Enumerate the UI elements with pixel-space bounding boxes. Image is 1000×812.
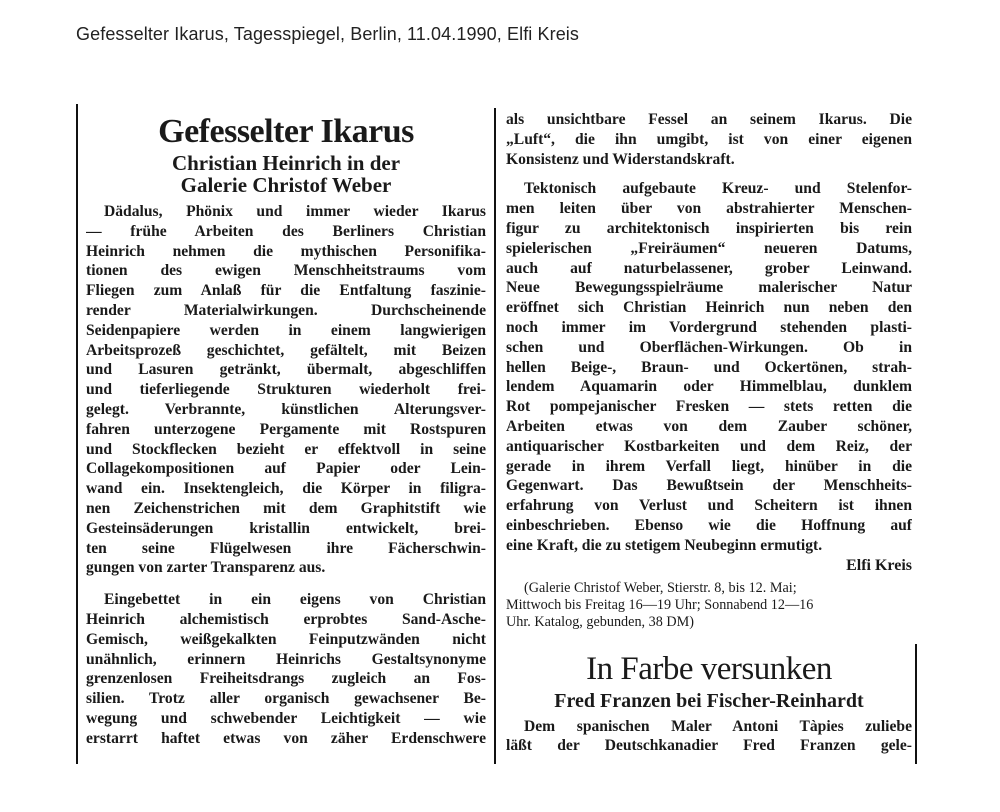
text-line: noch immer im Vordergrund stehenden plasti- bbox=[506, 318, 912, 336]
text-line: spielerischen „Freiräumen“ neueren Datums, bbox=[506, 239, 912, 257]
text-line: Konsistenz und Widerstandskraft. bbox=[506, 150, 735, 168]
second-article-title: In Farbe versunken bbox=[586, 650, 832, 687]
text-line: (Galerie Christof Weber, Stierstr. 8, bis 12. Mai; bbox=[524, 579, 797, 596]
text-line: unähnlich, erinnern Heinrichs Gestaltsynonyme bbox=[86, 650, 486, 668]
article-paragraph-3 bbox=[506, 110, 912, 169]
text-line: Gesteinsäderungen kristallin entwickelt, brei- bbox=[86, 519, 486, 537]
text-line: Eingebettet in ein eigens von Christian bbox=[104, 591, 486, 609]
exhibition-info-note bbox=[506, 580, 912, 631]
text-line: Collagekompositionen auf Papier oder Lein- bbox=[86, 460, 486, 478]
text-line: Arbeiten etwas von dem Zauber schöner, bbox=[506, 417, 912, 435]
text-line: erfahrung von Verlust und Scheitern ist ihnen bbox=[506, 497, 912, 515]
left-column-rule bbox=[76, 104, 78, 764]
text-line: und Stockflecken bezieht er effektvoll in seine bbox=[86, 440, 486, 458]
text-line: erstarrt haftet etwas von zäher Erdenschwere bbox=[86, 729, 486, 747]
text-line: Fliegen zum Anlaß für die Entfaltung faszinie- bbox=[86, 282, 486, 300]
text-line: lendem Aquamarin oder Himmelblau, dunklem bbox=[506, 378, 912, 396]
text-line: render Materialwirkungen. Durchscheinende bbox=[86, 301, 486, 319]
column-left bbox=[86, 112, 486, 749]
text-line: Neue Bewegungsspielräume malerischer Natur bbox=[506, 279, 912, 297]
text-line: hellen Beige-, Braun- und Ockertönen, strah- bbox=[506, 358, 912, 376]
article-author: Elfi Kreis bbox=[846, 556, 912, 574]
text-line: antiquarischer Kostbarkeiten und dem Reiz, der bbox=[506, 437, 912, 455]
text-line: tionen des ewigen Menschheitstraums vom bbox=[86, 262, 486, 280]
text-line: Dem spanischen Maler Antoni Tàpies zuliebe bbox=[524, 717, 912, 735]
text-line: gelegt. Verbrannte, künstlichen Alterungsver- bbox=[86, 400, 486, 418]
text-line: wand ein. Insektengleich, die Körper in filigra- bbox=[86, 480, 486, 498]
second-article-subtitle: Fred Franzen bei Fischer-Reinhardt bbox=[554, 689, 864, 712]
text-line: als unsichtbare Fessel an seinem Ikarus. Die bbox=[506, 111, 912, 128]
right-column-rule bbox=[915, 644, 917, 764]
text-line: auch auf naturbelassener, grober Leinwand. bbox=[506, 259, 912, 277]
text-line: Uhr. Katalog, gebunden, 38 DM) bbox=[506, 613, 694, 630]
text-line: nen Zeichenstrichen mit dem Graphitstift wie bbox=[86, 499, 486, 517]
text-line: Dädalus, Phönix und immer wieder Ikarus bbox=[104, 203, 486, 220]
article-subtitle-line-2: Galerie Christof Weber bbox=[180, 173, 392, 197]
text-line: Tektonisch aufgebaute Kreuz- und Stelenfor- bbox=[524, 180, 912, 198]
text-line: und tieferliegende Strukturen wiederholt frei- bbox=[86, 381, 486, 399]
text-line: gungen von zarter Transparenz aus. bbox=[86, 559, 326, 577]
text-line: Gemisch, weißgekalkten Feinputzwänden nicht bbox=[86, 630, 486, 648]
article-paragraph-4 bbox=[506, 179, 912, 555]
text-line: Mittwoch bis Freitag 16—19 Uhr; Sonnabend 12—16 bbox=[506, 596, 814, 613]
text-line: und Lasuren getränkt, übermalt, abgeschliffen bbox=[86, 361, 486, 379]
text-line: silien. Trotz aller organisch gewachsener Be- bbox=[86, 690, 486, 708]
text-line: „Luft“, die ihn umgibt, ist von einer eigenen bbox=[506, 130, 912, 148]
text-line: Rot pompejanischer Fresken — stets retten die bbox=[506, 398, 912, 416]
text-line: eröffnet sich Christian Heinrich nun neben den bbox=[506, 299, 912, 317]
article-paragraph-2 bbox=[86, 590, 486, 748]
text-line: Arbeitsprozeß geschichtet, gefältelt, mit Beizen bbox=[86, 341, 486, 359]
text-line: eine Kraft, die zu stetigem Neubeginn ermutigt. bbox=[506, 536, 823, 554]
newspaper-clipping bbox=[76, 104, 918, 764]
column-divider-rule bbox=[494, 108, 496, 764]
text-line: fahren unterzogene Pergamente mit Rostspuren bbox=[86, 420, 486, 438]
text-line: Heinrich nehmen die mythischen Personifika- bbox=[86, 242, 486, 260]
text-line: men leiten über von abstrahierter Menschen- bbox=[506, 200, 912, 218]
text-line: einbeschrieben. Ebenso wie die Hoffnung auf bbox=[506, 516, 912, 534]
document-caption: Gefesselter Ikarus, Tagesspiegel, Berlin, 11.04.1990, Elfi Kreis bbox=[76, 24, 579, 44]
column-right bbox=[506, 110, 912, 756]
text-line: schen und Oberflächen-Wirkungen. Ob in bbox=[506, 338, 912, 356]
second-article-body bbox=[506, 717, 912, 757]
text-line: figur zu architektonisch inspirierten bis rein bbox=[506, 219, 912, 237]
article-subtitle-line-1: Christian Heinrich in der bbox=[171, 151, 401, 175]
text-line: läßt der Deutschkanadier Fred Franzen gele- bbox=[506, 737, 912, 755]
text-line: — frühe Arbeiten des Berliners Christian bbox=[86, 222, 486, 240]
text-line: Heinrich alchemistisch erprobtes Sand-Asche- bbox=[86, 610, 486, 628]
text-line: wegung und schwebender Leichtigkeit — wie bbox=[86, 709, 486, 727]
text-line: grenzenlosen Freiheitsdrangs zugleich an Fos- bbox=[86, 670, 486, 688]
article-paragraph-1 bbox=[86, 202, 486, 578]
text-line: gerade in ihrem Verfall liegt, hinüber in die bbox=[506, 457, 912, 475]
article-title: Gefesselter Ikarus bbox=[158, 113, 414, 150]
text-line: Gegenwart. Das Bewußtsein der Menschheits- bbox=[506, 477, 912, 495]
text-line: Seidenpapiere werden in einem langwierigen bbox=[86, 321, 486, 339]
text-line: ten seine Flügelwesen ihre Fächerschwin- bbox=[86, 539, 486, 557]
